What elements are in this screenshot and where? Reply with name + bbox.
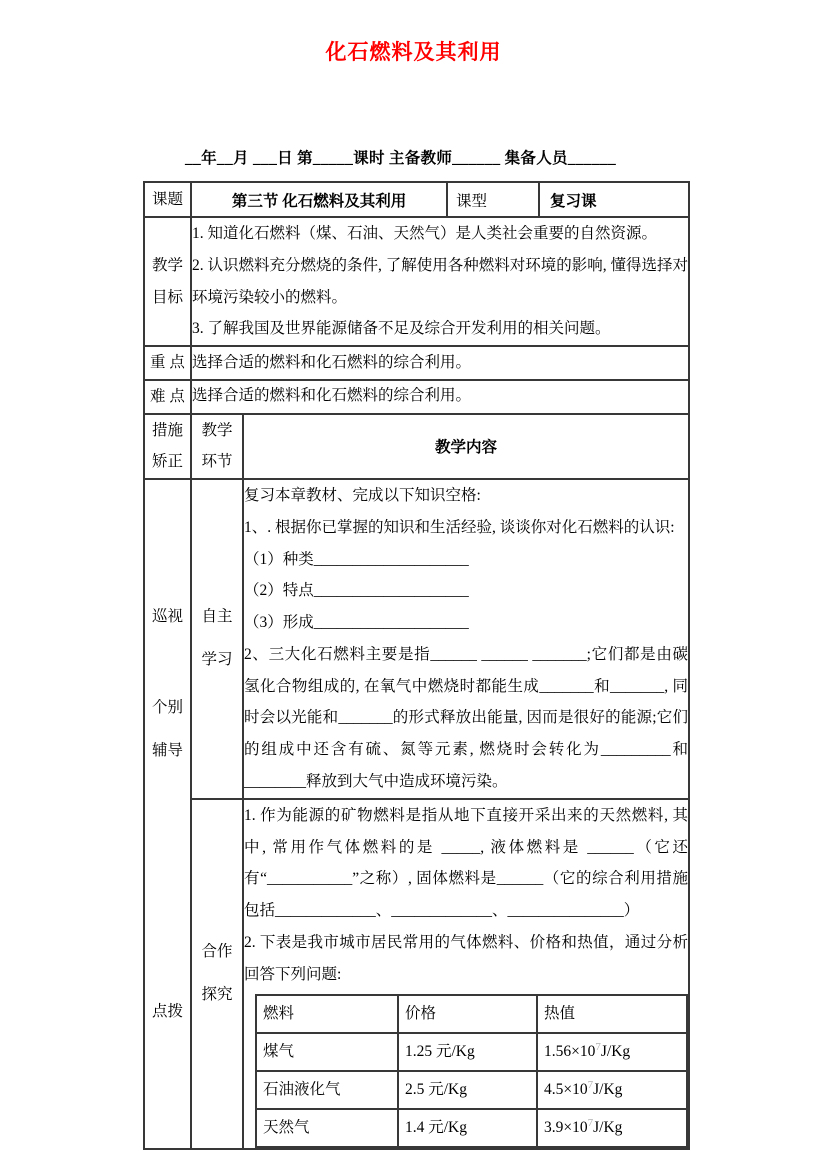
objectives-label bbox=[144, 217, 191, 346]
fuel-name: 煤气 bbox=[256, 1033, 398, 1071]
fuel-price: 1.4 元/Kg bbox=[398, 1109, 537, 1147]
lesson-plan-table bbox=[143, 181, 690, 1150]
cooperative-question-1: 1. 作为能源的矿物燃料是指从地下直接开采出来的天然燃料, 其中, 常用作气体燃料的是 _____, 液体燃料是 ______（它还有“___________”之称）, 固体燃料是______（它的综合利用措施包括_____________、_____________、_______________） bbox=[244, 806, 689, 920]
self-study-question-2: 2、三大化石燃料主要是指______ ______ _______;它们都是由碳氢化合物组成的, 在氧气中燃烧时都能生成_______和_______, 同时会以光能和_______的形式释放出能量, 因而是很好的能源;它们的组成中还含有硫、氮等元素, 燃烧时会转化为_________和________释放到大气中造成环境污染。 bbox=[244, 645, 689, 791]
course-type-label: 课型 bbox=[447, 182, 539, 217]
note-coaching: 辅导 bbox=[151, 742, 183, 760]
self-study-question-1: 1、. 根据你已掌握的知识和生活经验, 谈谈你对化石燃料的认识: bbox=[244, 518, 675, 536]
blank-line-formation: （3）形成____________________ bbox=[244, 614, 469, 632]
price-column-header: 价格 bbox=[398, 995, 537, 1033]
self-study-intro: 复习本章教材、完成以下知识空格: bbox=[244, 487, 481, 505]
fuel-name: 天然气 bbox=[256, 1109, 398, 1147]
fuel-table-row-coal-gas bbox=[256, 1033, 687, 1071]
page-title: 化石燃料及其利用 bbox=[325, 40, 502, 64]
stage-cooperative bbox=[191, 799, 243, 1149]
heat-exponent: 7 bbox=[587, 1116, 594, 1129]
cooperative-content bbox=[243, 799, 689, 1149]
objective-item: 3. 了解我国及世界能源储备不足及综合开发利用的相关问题。 bbox=[192, 320, 611, 338]
course-type-value: 复习课 bbox=[539, 182, 689, 217]
table-row-topic bbox=[144, 182, 689, 217]
key-point-label: 重 点 bbox=[144, 346, 191, 380]
topic-label: 课题 bbox=[144, 182, 191, 217]
fuel-table-row-lpg bbox=[256, 1071, 687, 1109]
key-point-text: 选择合适的燃料和化石燃料的综合利用。 bbox=[191, 346, 689, 380]
heat-base: 3.9×10 bbox=[544, 1119, 588, 1137]
heat-unit: J/Kg bbox=[593, 1119, 623, 1137]
heat-exponent: 7 bbox=[595, 1041, 601, 1054]
fuel-price: 2.5 元/Kg bbox=[398, 1071, 537, 1109]
heat-exponent: 7 bbox=[587, 1079, 594, 1092]
fuel-price-table bbox=[255, 994, 688, 1148]
stage-header-text: 教学环节 bbox=[201, 421, 233, 471]
heat-base: 1.56×10 bbox=[544, 1043, 596, 1061]
table-row-section-headers bbox=[144, 414, 689, 480]
stage-self-study-text: 自主学习 bbox=[201, 608, 233, 668]
fuel-table-header-row bbox=[256, 995, 687, 1033]
fuel-column-header: 燃料 bbox=[256, 995, 398, 1033]
lesson-title: 第三节 化石燃料及其利用 bbox=[191, 182, 447, 217]
measures-label-text: 措施矫正 bbox=[151, 421, 183, 471]
heat-unit: J/Kg bbox=[593, 1081, 623, 1099]
table-row-cooperative bbox=[144, 799, 689, 1149]
note-individual: 个别 bbox=[151, 699, 183, 717]
fuel-heat-value bbox=[537, 1109, 687, 1147]
difficult-point-label: 难 点 bbox=[144, 380, 191, 414]
heat-column-header: 热值 bbox=[537, 995, 687, 1033]
difficult-point-text: 选择合适的燃料和化石燃料的综合利用。 bbox=[191, 380, 689, 414]
objectives-content bbox=[191, 217, 689, 346]
fuel-heat-value bbox=[537, 1071, 687, 1109]
table-row-objectives bbox=[144, 217, 689, 346]
fuel-table-row-natural-gas bbox=[256, 1109, 687, 1147]
table-row-key-point bbox=[144, 346, 689, 380]
self-study-content bbox=[243, 479, 689, 799]
fuel-name: 石油液化气 bbox=[256, 1071, 398, 1109]
objective-item: 1. 知道化石燃料（煤、石油、天然气）是人类社会重要的自然资源。 bbox=[192, 225, 658, 242]
date-signature-line: __年__月 ___日 第_____课时 主备教师______ 集备人员______ bbox=[185, 150, 617, 167]
table-row-self-study bbox=[144, 479, 689, 799]
objective-item: 2. 认识燃料充分燃烧的条件, 了解使用各种燃料对环境的影响, 懂得选择对环境污染较小的燃料。 bbox=[192, 256, 689, 306]
note-guidance: 点拨 bbox=[151, 1003, 183, 1021]
teacher-notes-column bbox=[144, 479, 191, 1149]
blank-line-types: （1）种类____________________ bbox=[244, 550, 469, 568]
fuel-heat-value bbox=[537, 1033, 687, 1071]
heat-base: 4.5×10 bbox=[544, 1081, 588, 1099]
content-header-label: 教学内容 bbox=[243, 414, 689, 480]
blank-line-features: （2）特点____________________ bbox=[244, 582, 469, 600]
cooperative-question-2: 2. 下表是我市城市居民常用的气体燃料、价格和热值，通过分析回答下列问题: bbox=[244, 933, 689, 983]
table-row-difficult-point bbox=[144, 380, 689, 414]
stage-header-label bbox=[191, 414, 243, 480]
fuel-price: 1.25 元/Kg bbox=[398, 1033, 537, 1071]
stage-cooperative-text: 合作探究 bbox=[201, 943, 233, 1003]
heat-unit: J/Kg bbox=[600, 1043, 631, 1061]
objectives-label-text: 教学目标 bbox=[151, 256, 183, 306]
measures-label bbox=[144, 414, 191, 480]
note-patrol: 巡视 bbox=[151, 608, 183, 626]
stage-self-study bbox=[191, 479, 243, 799]
